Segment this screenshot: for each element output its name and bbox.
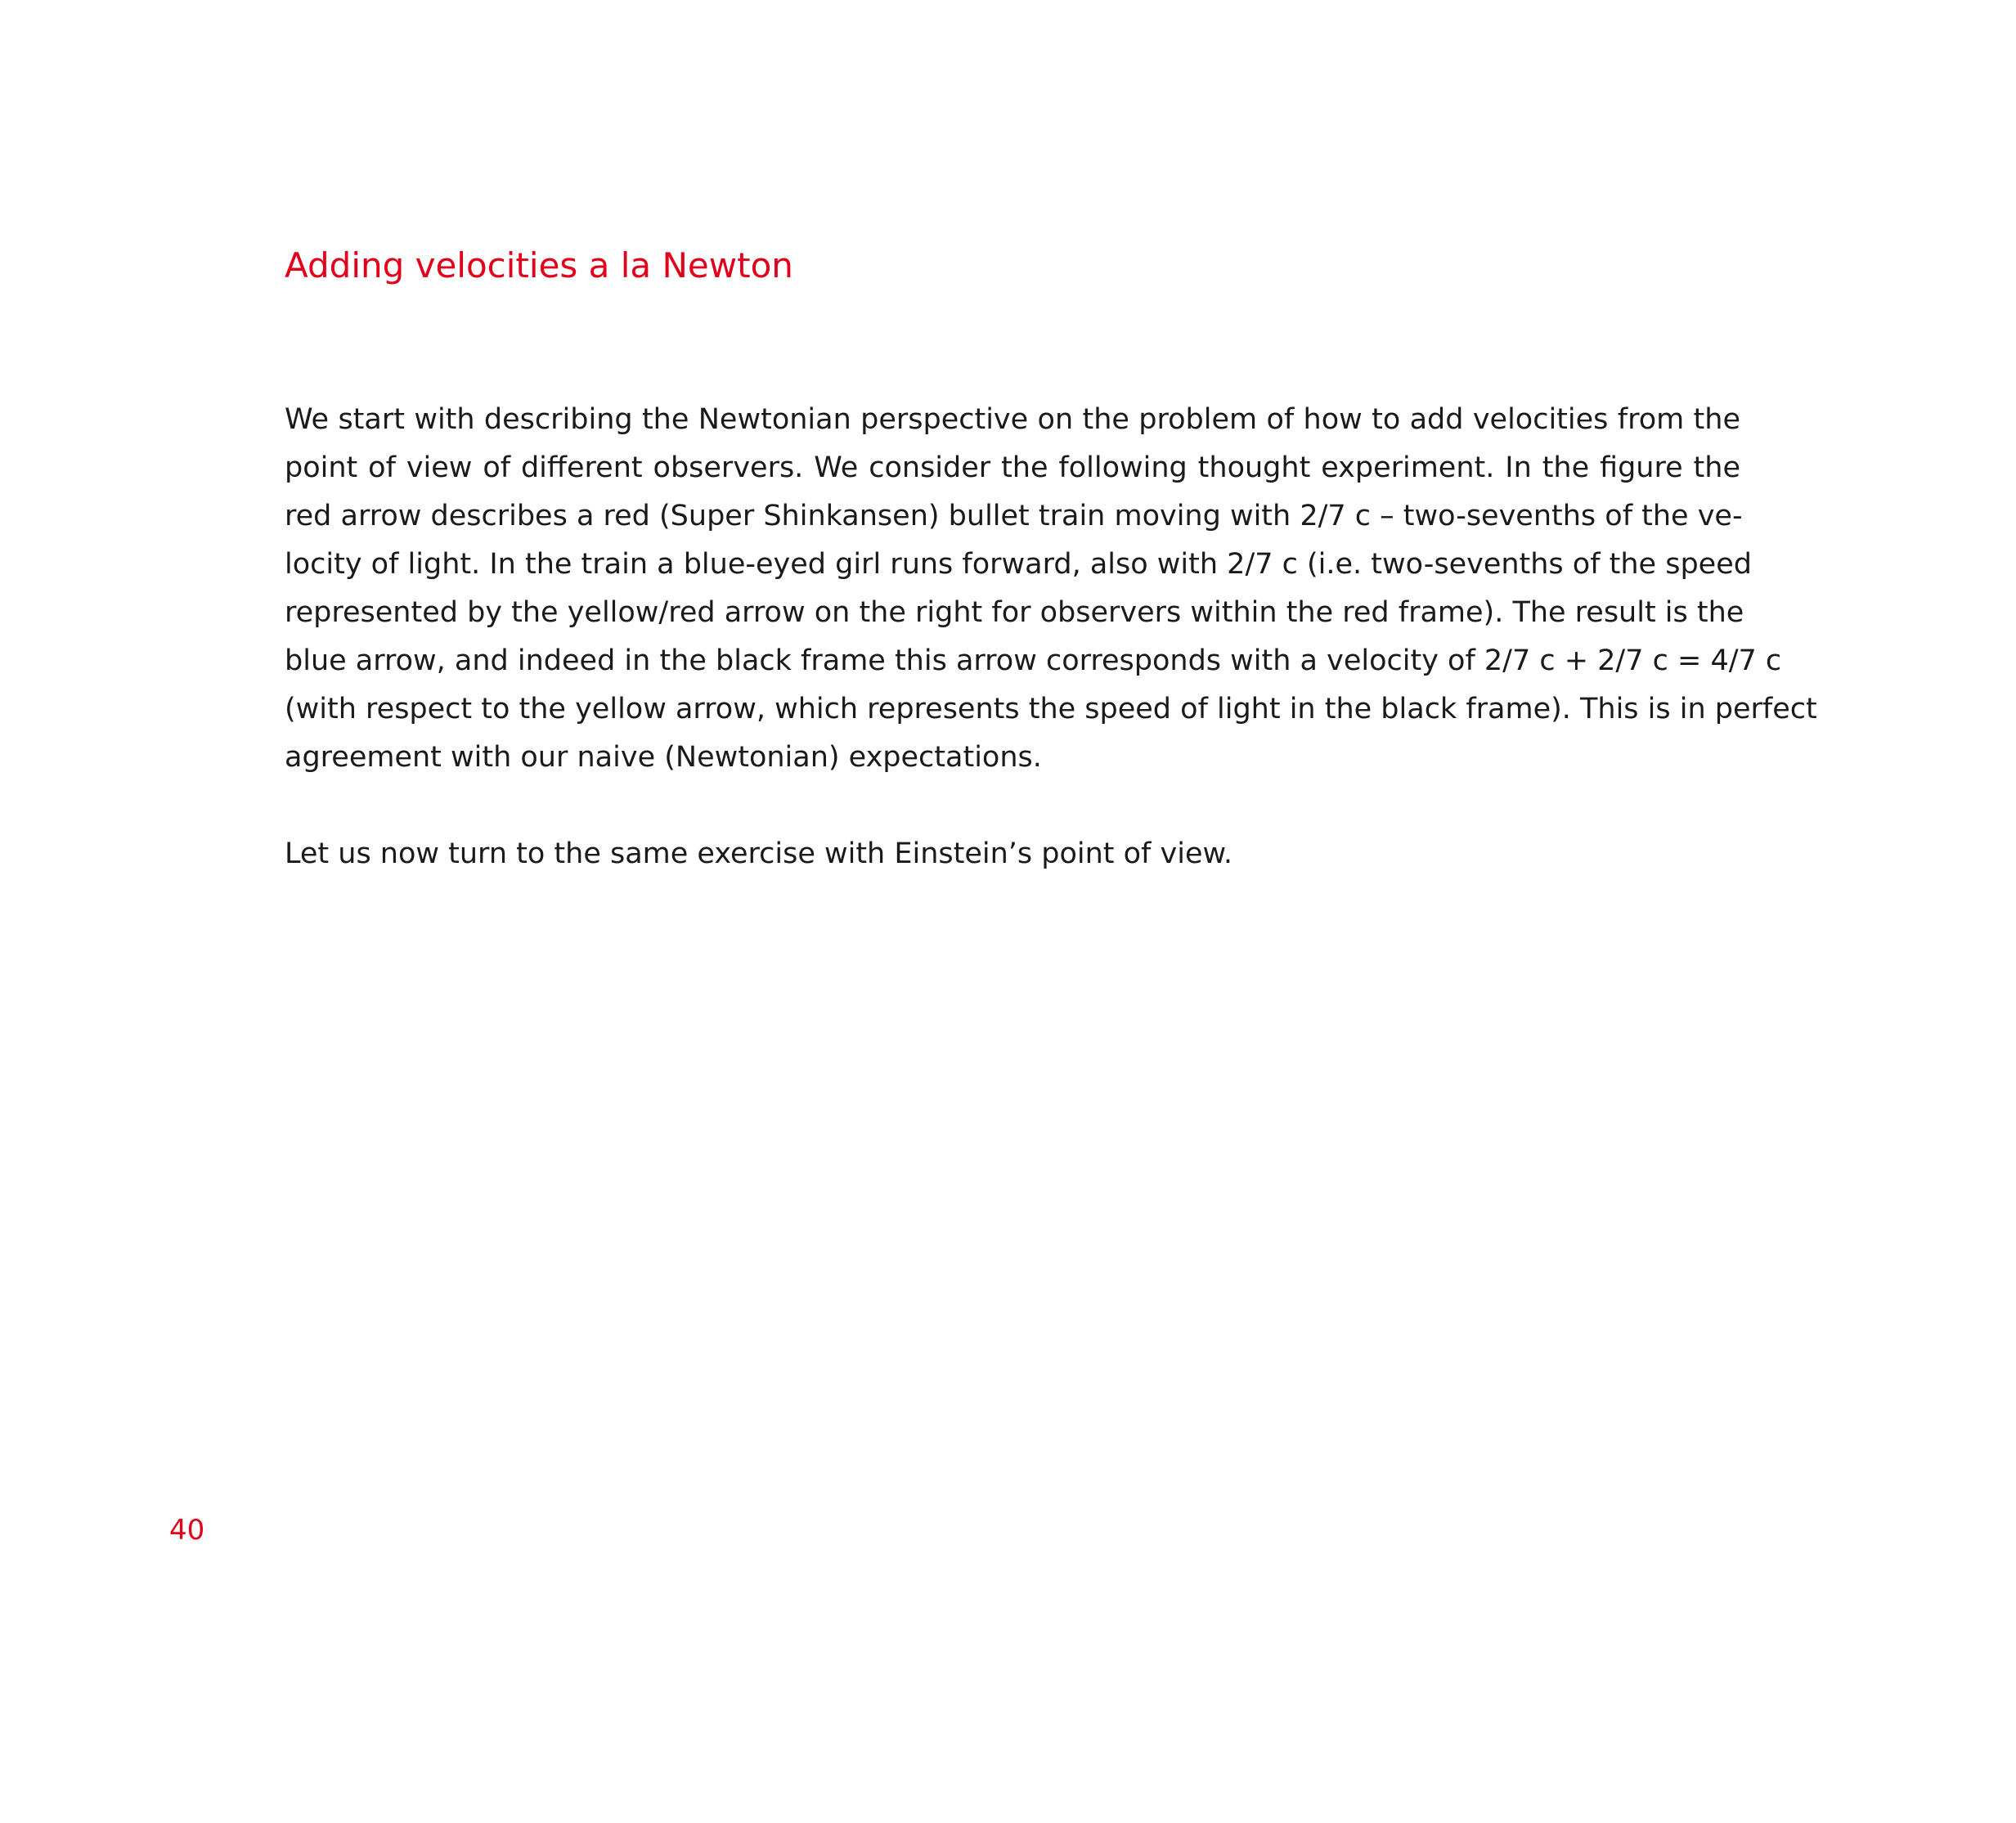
paragraph-line: (with respect to the yellow arrow, which represents the speed of light in the black frame). This is in perfect [285, 693, 1817, 725]
page-number: 40 [169, 1514, 205, 1547]
section-heading: Adding velocities a la Newton [285, 245, 793, 285]
paragraph-line: We start with describing the Newtonian perspective on the problem of how to add velocities from the [285, 403, 1740, 436]
paragraph-line: blue arrow, and indeed in the black frame this arrow corresponds with a velocity of 2/7 c + 2/7 c = 4/7 c [285, 644, 1782, 677]
body-text [285, 396, 1817, 878]
paragraph-line: represented by the yellow/red arrow on the right for observers within the red frame). The result is the [285, 596, 1744, 629]
paragraph-line: agreement with our naive (Newtonian) expectations. [285, 741, 1042, 774]
paragraph-newtonian-perspective [285, 396, 1817, 782]
paragraph-line: point of view of different observers. We consider the following thought experiment. In the figure the [285, 451, 1740, 484]
paragraph-line: red arrow describes a red (Super Shinkansen) bullet train moving with 2/7 c – two-sevenths of the ve- [285, 500, 1743, 532]
paragraph-line: locity of light. In the train a blue-eyed girl runs forward, also with 2/7 c (i.e. two-sevenths of the speed [285, 548, 1752, 581]
paragraph-einstein-transition: Let us now turn to the same exercise with Einstein’s point of view. [285, 837, 1233, 870]
